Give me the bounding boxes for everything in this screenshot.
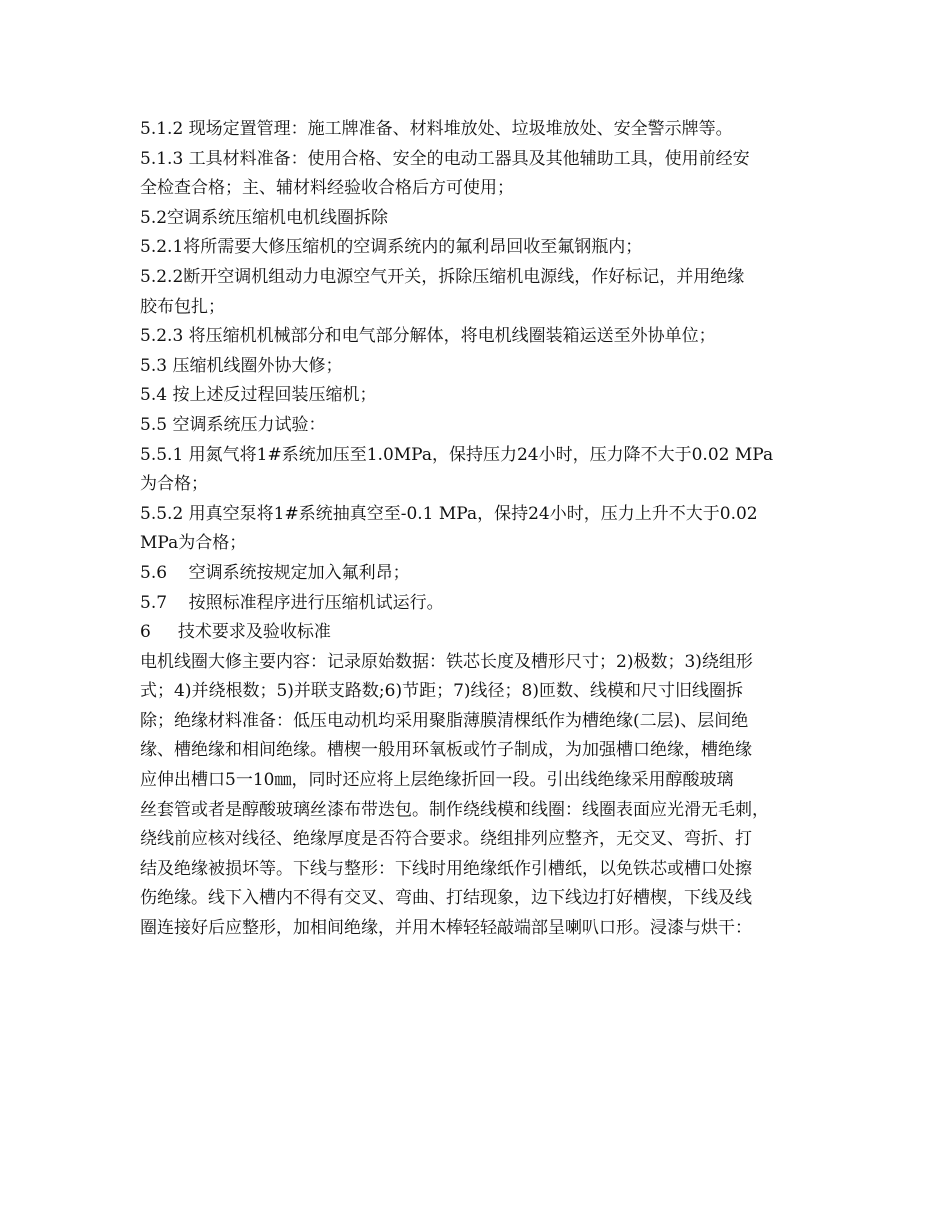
paragraph-line: 丝套管或者是醇酸玻璃丝漆布带迭包。制作绕线模和线圈：线圈表面应光滑无毛刺，: [140, 799, 769, 820]
section-heading: 5.4 按上述反过程回装压缩机；: [140, 385, 377, 406]
paragraph-line: 伤绝缘。线下入槽内不得有交叉、弯曲、打结现象，边下线边打好槽楔，下线及线: [140, 888, 752, 909]
text-line: 胶布包扎；: [140, 296, 225, 317]
text-line: 5.5.1 用氮气将1#系统加压至1.0MPa，保持压力24小时，压力降不大于0.02 MPa: [140, 444, 774, 465]
paragraph-line: 式；4)并绕根数；5)并联支路数;6)节距；7)线径；8)匝数、线模和尺寸旧线圈拆: [140, 681, 743, 702]
paragraph-line: 电机线圈大修主要内容：记录原始数据：铁芯长度及槽形尺寸；2)极数；3)绕组形: [140, 651, 753, 672]
paragraph-line: 结及绝缘被损坏等。下线与整形：下线时用绝缘纸作引槽纸，以免铁芯或槽口处擦: [140, 858, 752, 879]
paragraph-line: 应伸出槽口5一10㎜，同时还应将上层绝缘折回一段。引出线绝缘采用醇酸玻璃: [140, 770, 734, 791]
text-line: 5.1.3 工具材料准备：使用合格、安全的电动工器具及其他辅助工具，使用前经安: [140, 148, 750, 169]
text-line: 5.5.2 用真空泵将1#系统抽真空至-0.1 MPa，保持24小时，压力上升不大于0.02: [140, 503, 758, 524]
text-line: 为合格；: [140, 474, 208, 495]
section-heading: 5.5 空调系统压力试验：: [140, 414, 326, 435]
document-body: [140, 115, 830, 944]
section-heading: 5.3 压缩机线圈外协大修；: [140, 355, 343, 376]
text-line: 全检查合格；主、辅材料经验收合格后方可使用；: [140, 178, 514, 199]
text-line: MPa为合格；: [140, 533, 247, 554]
text-line: 5.1.2 现场定置管理：施工牌准备、材料堆放处、垃圾堆放处、安全警示牌等。: [140, 119, 733, 139]
section-heading: 6 技术要求及验收标准: [140, 622, 331, 643]
paragraph-line: 除；绝缘材料准备：低压电动机均采用聚脂薄膜清棵纸作为槽绝缘(二层)、层间绝: [140, 710, 749, 731]
section-heading: 5.2空调系统压缩机电机线圈拆除: [140, 207, 389, 228]
paragraph-line: 缘、槽绝缘和相间绝缘。槽楔一般用环氧板或竹子制成，为加强槽口绝缘，槽绝缘: [140, 740, 752, 761]
section-heading: 5.7 按照标准程序进行压缩机试运行。: [140, 592, 444, 613]
text-line: 5.2.1将所需要大修压缩机的空调系统内的氟利昂回收至氟钢瓶内；: [140, 237, 643, 258]
paragraph-line: 圈连接好后应整形，加相间绝缘，并用木棒轻轻敲端部呈喇叭口形。浸漆与烘干：: [140, 918, 752, 939]
text-line: 5.2.3 将压缩机机械部分和电气部分解体，将电机线圈装箱运送至外协单位；: [140, 326, 716, 347]
text-line: 5.2.2断开空调机组动力电源空气开关，拆除压缩机电源线，作好标记，并用绝缘: [140, 266, 745, 287]
paragraph-line: 绕线前应核对线径、绝缘厚度是否符合要求。绕组排列应整齐，无交叉、弯折、打: [140, 829, 752, 850]
section-heading: 5.6 空调系统按规定加入氟利昂；: [140, 562, 410, 583]
